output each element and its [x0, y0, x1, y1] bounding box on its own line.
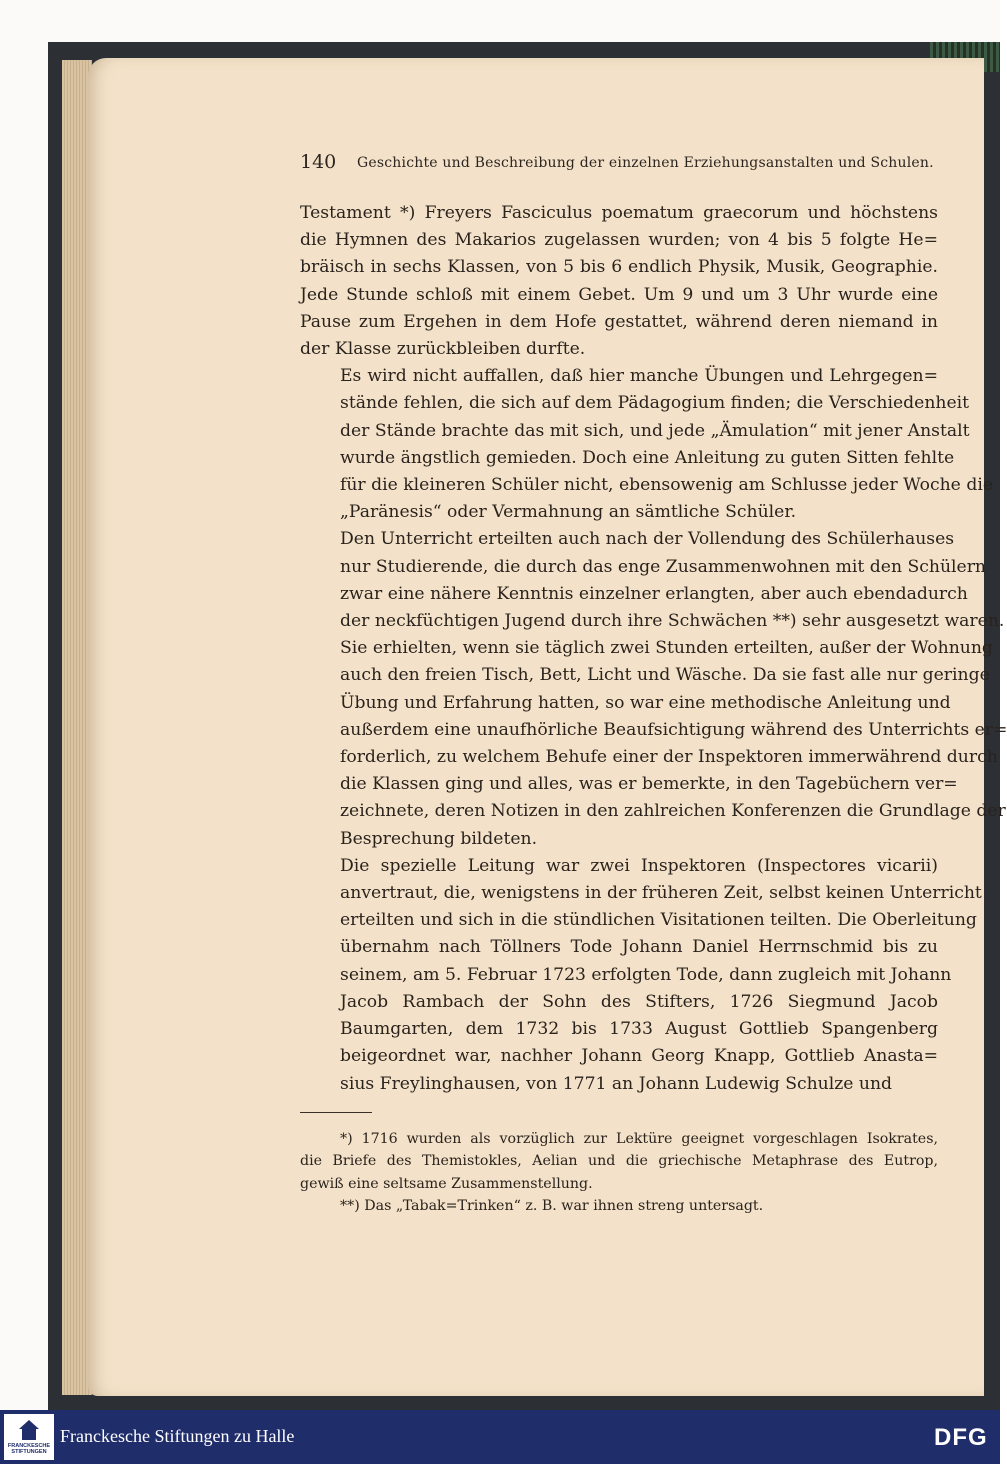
logo-text-line-1: FRANCKESCHE: [7, 1443, 51, 1449]
text-line: „Paränesis“ oder Vermahnung an sämtliche Schüler.: [340, 502, 797, 523]
paragraph: [300, 526, 1007, 852]
text-line: Es wird nicht auffallen, daß hier manche Übungen und Lehrgegen=: [340, 366, 938, 387]
text-line: forderlich, zu welchem Behufe einer der Inspektoren immerwährend durch: [340, 747, 998, 768]
text-line: wurde ängstlich gemieden. Doch eine Anleitung zu guten Sitten fehlte: [340, 447, 955, 468]
footnote-line: die Briefe des Themistokles, Aelian und die griechische Metaphrase des Eutrop,: [300, 1153, 938, 1170]
footnote-rule: [300, 1112, 372, 1113]
building-icon: [19, 1420, 39, 1429]
text-line: Übung und Erfahrung hatten, so war eine methodische Anleitung und: [340, 692, 951, 713]
page-header: [300, 153, 940, 175]
text-line: Die spezielle Leitung war zwei Inspektoren (Inspectores vicarii): [340, 855, 938, 876]
logo-text: [4, 1443, 54, 1455]
footnote: [300, 1195, 938, 1217]
institution-name[interactable]: Franckesche Stiftungen zu Halle: [60, 1426, 295, 1446]
paragraph: [300, 200, 938, 363]
text-line: für die kleineren Schüler nicht, ebensowenig am Schlusse jeder Woche die: [340, 475, 993, 496]
text-line: der Stände brachte das mit sich, und jede „Ämulation“ mit jener Anstalt: [340, 420, 970, 441]
text-line: Besprechung bildeten.: [340, 828, 538, 849]
text-line: bräisch in sechs Klassen, von 5 bis 6 endlich Physik, Musik, Geographie.: [300, 257, 938, 278]
text-line: zeichnete, deren Notizen in den zahlreichen Konferenzen die Grundlage der: [340, 801, 1006, 822]
text-line: Jede Stunde schloß mit einem Gebet. Um 9 und um 3 Uhr wurde eine: [300, 284, 938, 305]
paragraph: [300, 363, 993, 526]
footnotes: [300, 1128, 938, 1218]
building-body-icon: [22, 1429, 36, 1440]
text-line: erteilten und sich in die stündlichen Visitationen teilten. Die Oberleitung: [340, 910, 977, 931]
text-line: Jacob Rambach der Sohn des Stifters, 1726 Siegmund Jacob: [340, 991, 938, 1012]
text-line: auch den freien Tisch, Bett, Licht und Wäsche. Da sie fast alle nur geringe: [340, 665, 990, 686]
text-line: Sie erhielten, wenn sie täglich zwei Stunden erteilten, außer der Wohnung: [340, 638, 993, 659]
text-line: der neckfüchtigen Jugend durch ihre Schwächen **) sehr ausgesetzt waren.: [340, 611, 1005, 632]
footnote: [300, 1128, 938, 1195]
paragraph: [300, 853, 982, 1098]
text-line: nur Studierende, die durch das enge Zusammenwohnen mit den Schülern: [340, 556, 986, 577]
footnote-line: **) Das „Tabak=Trinken“ z. B. war ihnen streng untersagt.: [340, 1198, 764, 1215]
text-line: seinem, am 5. Februar 1723 erfolgten Tode, dann zugleich mit Johann: [340, 964, 952, 985]
text-line: der Klasse zurückbleiben durfte.: [300, 339, 586, 360]
text-line: anvertraut, die, wenigstens in der früheren Zeit, selbst keinen Unterricht: [340, 883, 982, 904]
dfg-logo[interactable]: DFG: [934, 1424, 988, 1451]
body-text: [300, 200, 1007, 1098]
running-head: Geschichte und Beschreibung der einzelnen Erziehungsanstalten und Schulen.: [357, 155, 934, 171]
text-line: Baumgarten, dem 1732 bis 1733 August Gottlieb Spangenberg: [340, 1019, 938, 1040]
franckesche-stiftungen-logo[interactable]: [4, 1414, 54, 1460]
text-line: außerdem eine unaufhörliche Beaufsichtigung während des Unterrichts er=: [340, 719, 1007, 740]
logo-text-line-2: STIFTUNGEN: [11, 1449, 47, 1455]
footnote-line: gewiß eine seltsame Zusammenstellung.: [300, 1175, 593, 1192]
footnote-line: *) 1716 wurden als vorzüglich zur Lektüre geeignet vorgeschlagen Isokrates,: [340, 1131, 938, 1147]
text-line: zwar eine nähere Kenntnis einzelner erlangten, aber auch ebendadurch: [340, 583, 968, 604]
text-line: beigeordnet war, nachher Johann Georg Knapp, Gottlieb Anasta=: [340, 1046, 938, 1067]
text-line: Pause zum Ergehen in dem Hofe gestattet, während deren niemand in: [300, 311, 938, 332]
text-line: stände fehlen, die sich auf dem Pädagogium finden; die Verschiedenheit: [340, 393, 970, 414]
text-line: die Klassen ging und alles, was er bemerkte, in den Tagebüchern ver=: [340, 774, 958, 795]
text-line: Testament *) Freyers Fasciculus poematum graecorum und höchstens: [300, 203, 938, 223]
page-number: 140: [300, 151, 337, 173]
text-line: sius Freylinghausen, von 1771 an Johann Ludewig Schulze und: [340, 1073, 893, 1094]
text-line: die Hymnen des Makarios zugelassen wurden; von 4 bis 5 folgte He=: [300, 230, 938, 251]
text-line: übernahm nach Töllners Tode Johann Daniel Herrnschmid bis zu: [340, 937, 938, 958]
text-line: Den Unterricht erteilten auch nach der Vollendung des Schülerhauses: [340, 529, 955, 550]
